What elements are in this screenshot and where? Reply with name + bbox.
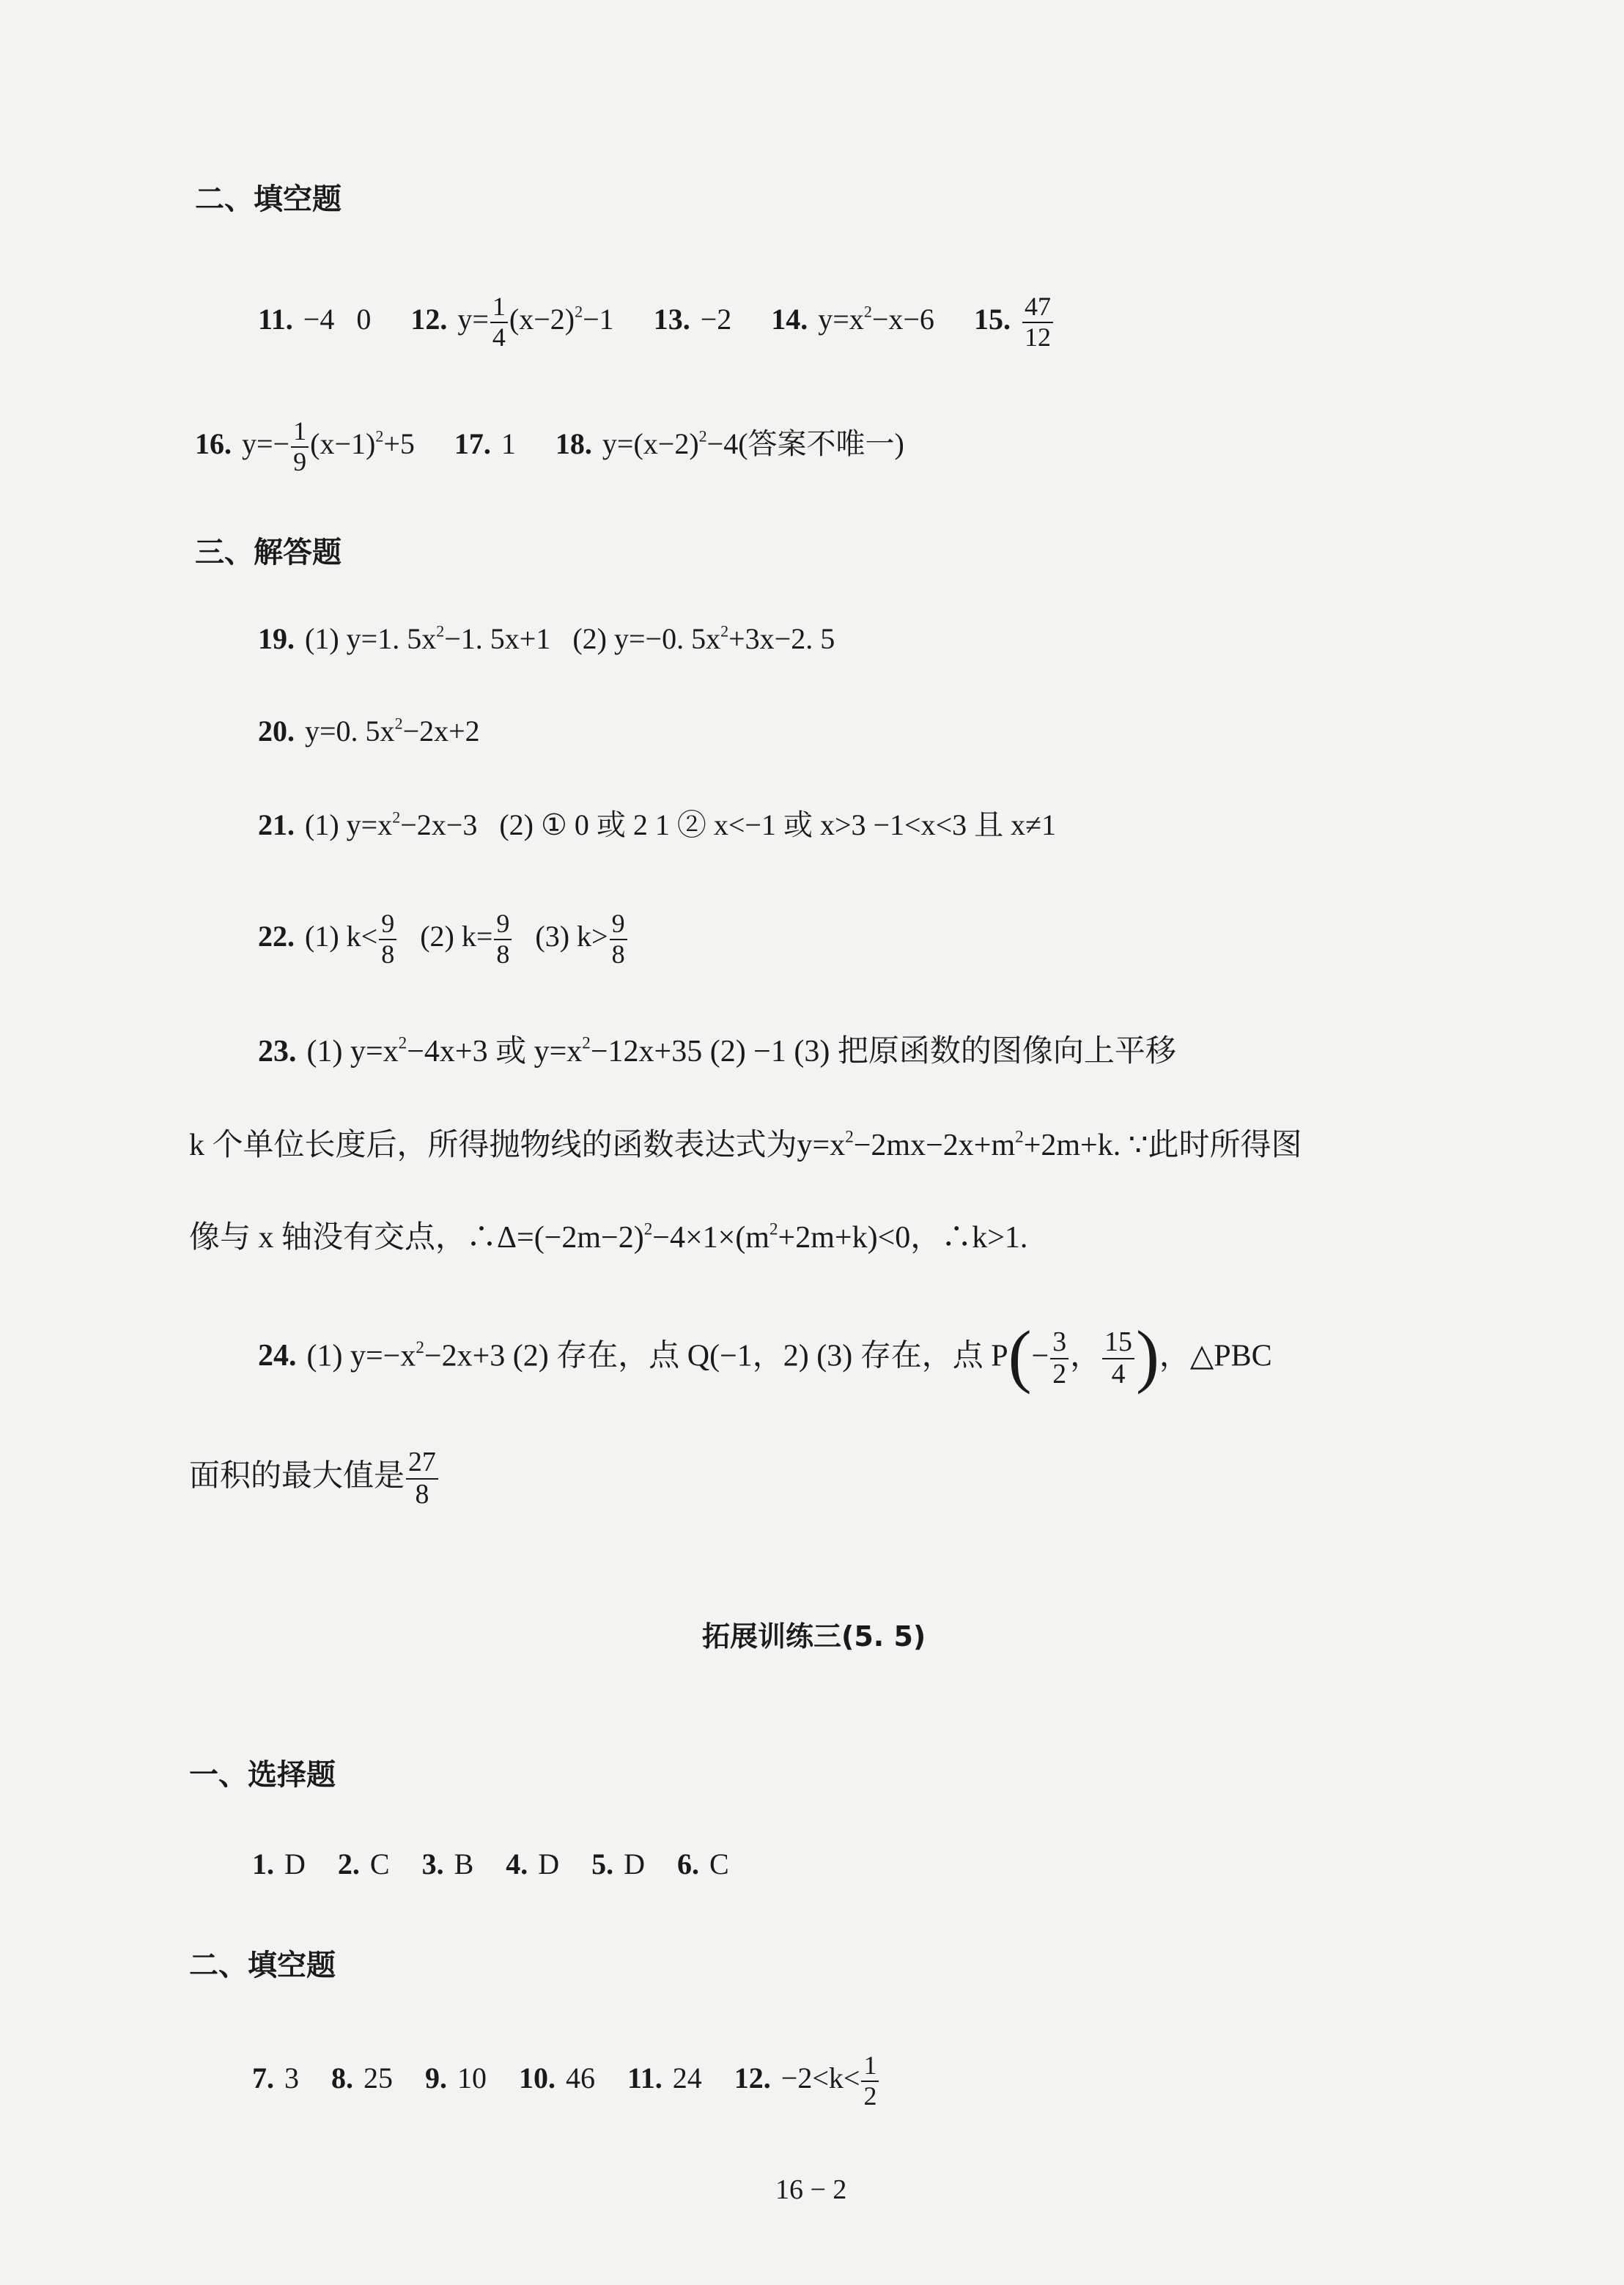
q11-number: 11. xyxy=(258,302,293,336)
q13-number: 13. xyxy=(653,302,690,336)
answer-row-11-15: 11. −4 0 12. y= $\frac{1}{4}$ $(x-2)^2-1$ 13. −2 14. $y=x^2-x-6$ 15. $\frac{47}{12}$ xyxy=(258,293,1055,352)
q24-fraction-y: $\frac{15}{4}$ xyxy=(1102,1328,1134,1389)
answer-q23-line-1: 23. (1) $y=x^2-4x+3$ 或 $y=x^2-12x+35$ (2) −1 (3) 把原函数的图像向上平移 xyxy=(258,1033,1176,1068)
answer-q24-line-1: 24. (1) $y=-x^2-2x+3$ (2) 存在，点 Q(−1，2) (3) 存在，点 P(− $\frac{3}{2}$ ， $\frac{15}{4}$ )，△PBC xyxy=(258,1315,1272,1395)
page-title: 拓展训练三(5. 5) xyxy=(702,1620,926,1653)
q12b-fraction: $\frac{1}{2}$ xyxy=(861,2052,879,2111)
answer-q21: 21. (1) $y=x^2-2x-3$ (2) ① 0 或 2 1 ② x<−1 或 x>3 −1<x<3 且 x≠1 xyxy=(258,808,1057,841)
answer-q20: 20. y=0. $5x^2-2x+2$ xyxy=(258,714,480,747)
q12-pre: y= xyxy=(457,302,489,336)
q12-fraction: $\frac{1}{4}$ xyxy=(490,293,508,352)
q13-answer: −2 xyxy=(700,302,732,336)
q22-fraction-3: $\frac{9}{8}$ xyxy=(610,910,627,969)
answer-q23-line-3: 像与 x 轴没有交点，$\therefore\Delta=(-2m-2)^2-4\times 1\times(m^2+2m+k)<0$，∴k>1. xyxy=(189,1219,1028,1255)
section-heading-fill-in: 二、填空题 xyxy=(195,182,342,216)
q18-number: 18. xyxy=(555,427,592,460)
q11-answer-b: 0 xyxy=(356,302,372,336)
q24-fraction-x: $\frac{3}{2}$ xyxy=(1050,1328,1068,1389)
q16-fraction: $\frac{1}{9}$ xyxy=(291,418,309,476)
q15-number: 15. xyxy=(973,302,1011,336)
q22-fraction-2: $\frac{9}{8}$ xyxy=(494,910,512,969)
q17-number: 17. xyxy=(454,427,491,460)
fill-answers-row: 7. 3 8. 25 9. 10 10. 46 11. 24 12. −2<k< $\frac{1}{2}$ xyxy=(252,2052,880,2111)
q17-answer: 1 xyxy=(501,427,516,460)
q22-fraction-1: $\frac{9}{8}$ xyxy=(379,910,396,969)
page-number: 16 − 2 xyxy=(775,2174,847,2205)
answer-q24-line-2: 面积的最大值是 $\frac{27}{8}$ xyxy=(189,1448,440,1509)
choice-answers-row: 1. D 2. C 3. B 4. D 5. D 6. C xyxy=(252,1847,729,1880)
q15-fraction: $\frac{47}{12}$ xyxy=(1022,293,1053,352)
q16-number: 16. xyxy=(195,427,232,460)
section-heading-choice: 一、选择题 xyxy=(189,1758,336,1792)
q12-number: 12. xyxy=(410,302,448,336)
q11-answer-a: −4 xyxy=(303,302,335,336)
q24-fraction-max: $\frac{27}{8}$ xyxy=(406,1448,438,1509)
answer-row-16-18: 16. y=− $\frac{1}{9}$ $(x-1)^2+5$ 17. 1 18. $y=(x-2)^2-4$(答案不唯一) xyxy=(195,416,904,476)
answer-q19: 19. (1) y=1. $5x^2-1$. 5x+1 (2) y=−0. $5x^2+3x-2$. 5 xyxy=(258,621,835,655)
q14-number: 14. xyxy=(771,302,808,336)
answer-q23-line-2: k 个单位长度后，所得抛物线的函数表达式为$y=x^2-2mx-2x+m^2+2m+k$. ∵此时所得图 xyxy=(189,1126,1302,1162)
section-heading-solutions: 三、解答题 xyxy=(195,536,342,569)
answer-q22: 22. (1) k< $\frac{9}{8}$ (2) k= $\frac{9}{8}$ (3) k> $\frac{9}{8}$ xyxy=(258,910,629,969)
section-heading-fill-in-2: 二、填空题 xyxy=(189,1949,336,1982)
